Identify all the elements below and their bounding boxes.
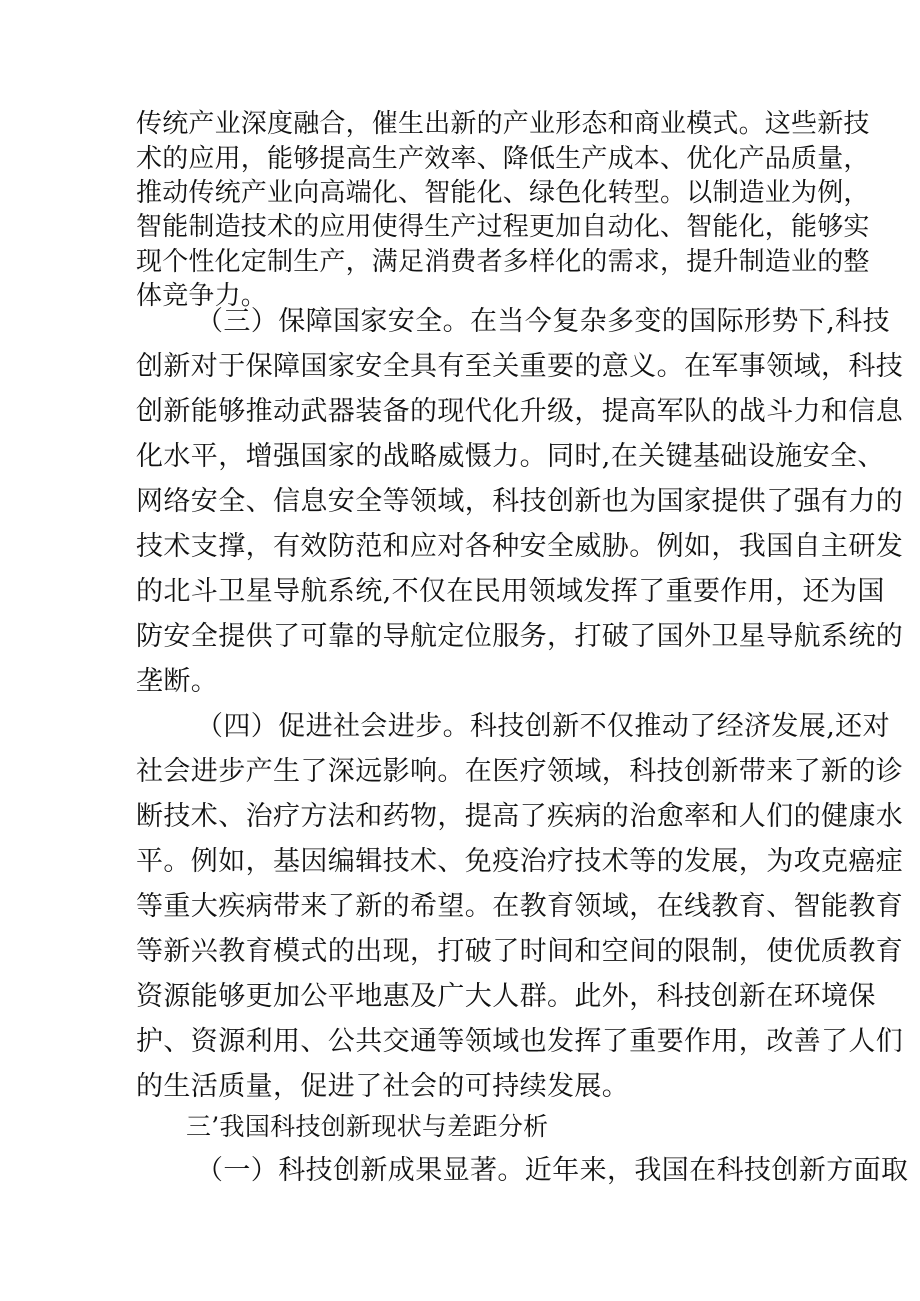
text-line: 资源能够更加公平地惠及广大人群。此外，科技创新在环境保 bbox=[136, 981, 876, 1012]
text-line: 术的应用，能够提高生产效率、降低生产成本、优化产品质量， bbox=[136, 144, 870, 174]
text-line: 智能制造技术的应用使得生产过程更加自动化、智能化，能够实 bbox=[136, 212, 870, 242]
text-line: 护、资源利用、公共交通等领域也发挥了重要作用，改善了人们 bbox=[136, 1026, 904, 1057]
text-line: 推动传统产业向高端化、智能化、绿色化转型。以制造业为例， bbox=[136, 178, 870, 208]
text-line: 创新能够推动武器装备的现代化升级，提高军队的战斗力和信息 bbox=[136, 396, 904, 427]
text-line: （一）科技创新成果显著。近年来，我国在科技创新方面取 bbox=[196, 1155, 909, 1186]
text-line: 断技术、治疗方法和药物，提高了疾病的治愈率和人们的健康水 bbox=[136, 801, 904, 832]
text-line: 技术支撑，有效防范和应对各种安全威胁。例如，我国自主研发 bbox=[136, 531, 904, 562]
text-line: 等重大疾病带来了新的希望。在教育领域，在线教育、智能教育 bbox=[136, 891, 904, 922]
text-line: 网络安全、信息安全等领域，科技创新也为国家提供了强有力的 bbox=[136, 486, 904, 517]
text-line: 防安全提供了可靠的导航定位服务，打破了国外卫星导航系统的 bbox=[136, 621, 904, 652]
text-line: 的北斗卫星导航系统,不仅在民用领域发挥了重要作用，还为国 bbox=[136, 576, 885, 607]
text-line: 的生活质量，促进了社会的可持续发展。 bbox=[136, 1071, 630, 1102]
text-line: 化水平，增强国家的战略威慑力。同时,在关键基础设施安全、 bbox=[136, 441, 885, 472]
text-line: 平。例如，基因编辑技术、免疫治疗技术等的发展，为攻克癌症 bbox=[136, 846, 904, 877]
text-line: 等新兴教育模式的出现，打破了时间和空间的限制，使优质教育 bbox=[136, 936, 904, 967]
text-line: 创新对于保障国家安全具有至关重要的意义。在军事领域，科技 bbox=[136, 351, 904, 382]
section-heading: 三’我国科技创新现状与差距分析 bbox=[186, 1112, 549, 1141]
text-line: 现个性化定制生产，满足消费者多样化的需求，提升制造业的整 bbox=[136, 247, 870, 277]
text-line: 垄断。 bbox=[136, 666, 219, 697]
text-line: 传统产业深度融合，催生出新的产业形态和商业模式。这些新技 bbox=[136, 109, 870, 139]
text-line: 体竞争力。 bbox=[136, 281, 268, 311]
text-line: （四）促进社会进步。科技创新不仅推动了经济发展,还对 bbox=[196, 711, 890, 742]
text-line: （三）保障国家安全。在当今复杂多变的国际形势下,科技 bbox=[196, 306, 890, 337]
text-line: 社会进步产生了深远影响。在医疗领域，科技创新带来了新的诊 bbox=[136, 756, 904, 787]
